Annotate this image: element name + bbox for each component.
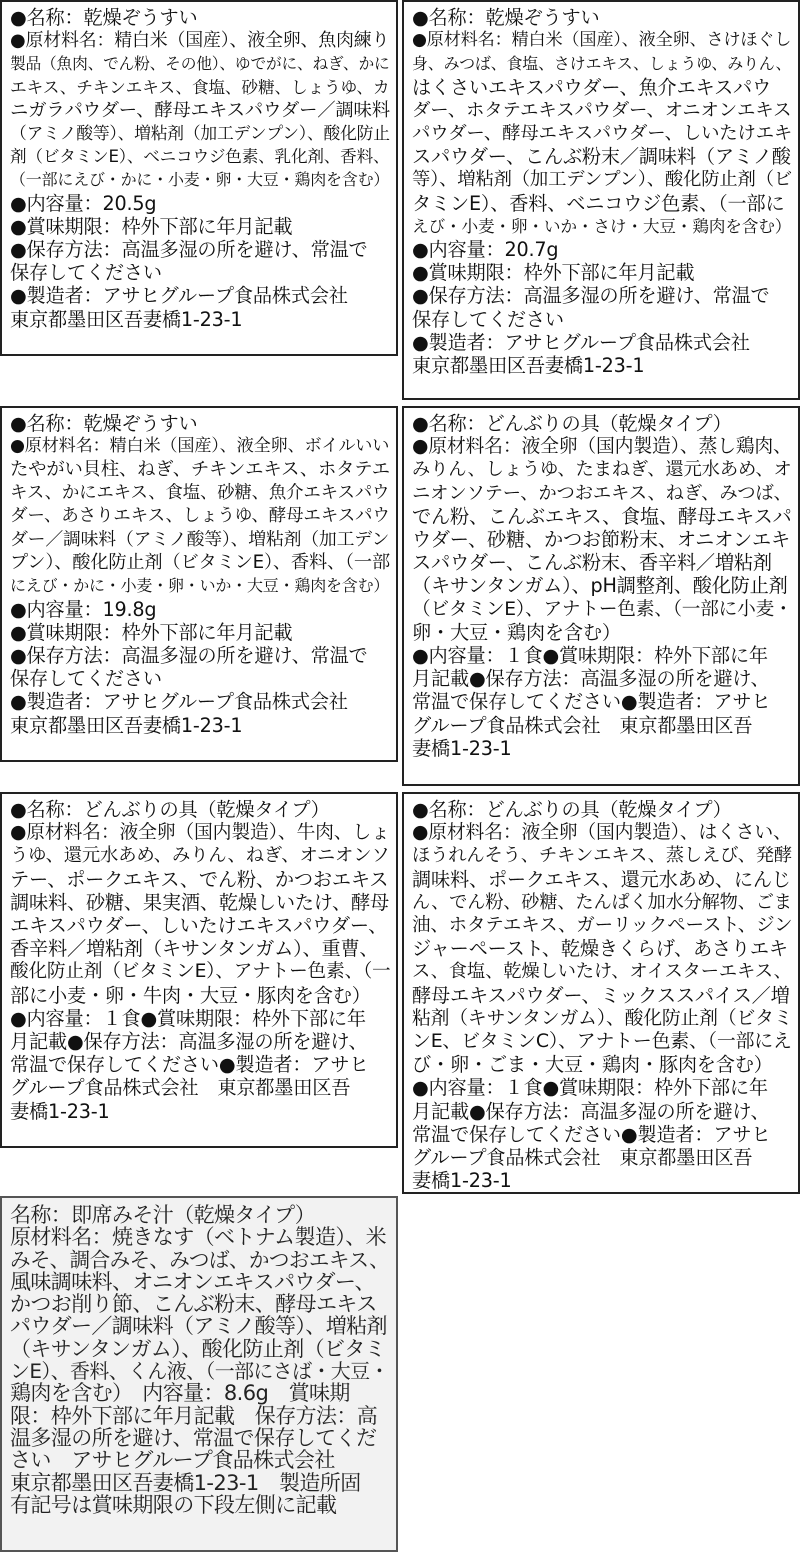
label-text-line: 調味料、ポークエキス、還元水あめ、にんじ xyxy=(412,867,791,891)
label-text-line: ウダー、砂糖、かつお節粉末、オニオンエキ xyxy=(412,528,791,552)
label-box-1 xyxy=(0,0,398,356)
label-text-line: 卵・大豆・鶏肉を含む） xyxy=(412,620,621,644)
label-text-line: 調味料、砂糖、果実酒、乾燥しいたけ、酵母 xyxy=(10,890,389,914)
label-text-line: ●保存方法：高温多湿の所を避け、常温で xyxy=(10,238,368,262)
label-text-line: ほうれんそう、チキンエキス、蒸しえび、発酵 xyxy=(412,845,792,867)
label-text-line: 東京都墨田区吾妻橋1-23-1 製造所固 xyxy=(10,1470,361,1495)
label-text-line: ニガラパウダー、酵母エキスパウダー／調味料 xyxy=(10,99,390,121)
label-text-line: スパウダー、こんぶ粉末／調味料（アミノ酸 xyxy=(412,145,791,169)
label-box-4 xyxy=(402,406,800,786)
label-text-line: 身、みつば、食塩、さけエキス、しょうゆ、みりん、 xyxy=(412,54,792,74)
label-text-line: テー、ポークエキス、でん粉、かつおエキス xyxy=(10,867,389,891)
label-text-line: えび・小麦・卵・いか・さけ・大豆・鶏肉を含む） xyxy=(412,215,792,236)
label-text-line: （ビタミンE）、アナトー色素、（一部に小麦・ xyxy=(412,598,793,620)
label-text-line: ●製造者：アサヒグループ食品株式会社 xyxy=(10,690,348,714)
label-text-line: ●原材料名：精白米（国産）、液全卵、ボイルいい xyxy=(10,436,390,457)
label-text-line: ジャーペースト、乾燥きくらげ、あさりエキ xyxy=(412,937,788,961)
label-text-line: ●原材料名：液全卵（国内製造）、牛肉、しょ xyxy=(10,822,390,844)
label-box-7 xyxy=(0,1196,398,1552)
label-text-line: ●原材料名：精白米（国産）、液全卵、魚肉練り xyxy=(10,30,390,52)
label-text-line: スパウダー、こんぶ粉末、香辛料／増粘剤 xyxy=(412,551,772,575)
label-text-line: 保存してください xyxy=(412,307,564,331)
label-text-line: ●賞味期限：枠外下部に年月記載 xyxy=(10,620,293,644)
label-box-6 xyxy=(402,792,800,1194)
label-text-line: 常温で保存してください●製造者：アサヒ xyxy=(412,1122,771,1146)
label-text-line: うゆ、還元水あめ、みりん、ねぎ、オニオンソ xyxy=(10,845,390,867)
label-text-line: ス、食塩、乾燥しいたけ、オイスターエキス、 xyxy=(412,961,792,983)
label-text-line: パウダー、酵母エキスパウダー、しいたけエキ xyxy=(412,123,793,145)
label-box-3 xyxy=(0,406,398,762)
label-text-line: ●原材料名：精白米（国産）、液全卵、さけほぐし xyxy=(412,30,792,51)
label-text-line: ●名称：乾燥ぞうすい xyxy=(10,412,198,435)
label-text-line: ●名称：どんぶりの具（乾燥タイプ） xyxy=(10,798,330,821)
label-text-line: 酸化防止剤（ビタミンE）、アナトー色素、（一 xyxy=(10,961,391,983)
label-text-line: グループ食品株式会社 東京都墨田区吾 xyxy=(10,1076,351,1100)
label-text-line: （一部にえび・かに・小麦・卵・大豆・鶏肉を含む） xyxy=(10,170,390,190)
label-text-line: にえび・かに・小麦・卵・いか・大豆・鶏肉を含む） xyxy=(10,576,390,596)
label-text-line: （キサンタンガム）、pH調整剤、酸化防止剤 xyxy=(412,574,788,598)
label-text-line: みそ、調合みそ、みつば、かつおエキス、 xyxy=(10,1247,390,1272)
label-text-line: ●製造者：アサヒグループ食品株式会社 xyxy=(412,330,750,354)
label-box-5 xyxy=(0,792,398,1148)
label-text-line: ●原材料名：液全卵（国内製造）、はくさい、 xyxy=(412,822,792,844)
label-text-line: ●名称：乾燥ぞうすい xyxy=(10,6,198,29)
label-text-line: タミンE）、香料、ベニコウジ色素、（一部に xyxy=(412,191,785,215)
label-text-line: ●内容量：１食●賞味期限：枠外下部に年 xyxy=(412,644,768,668)
label-text-line: 有記号は賞味期限の下段左側に記載 xyxy=(10,1492,337,1517)
label-text-line: ニオンソテー、かつおエキス、ねぎ、みつば、 xyxy=(412,482,792,504)
label-text-line: ●内容量：19.8g xyxy=(10,597,157,621)
label-text-line: ●賞味期限：枠外下部に年月記載 xyxy=(412,261,695,285)
label-text-line: ●内容量：１食●賞味期限：枠外下部に年 xyxy=(10,1006,366,1030)
label-text-line: ●原材料名：液全卵（国内製造）、蒸し鶏肉、 xyxy=(412,436,792,458)
label-text-line: 東京都墨田区吾妻橋1-23-1 xyxy=(10,713,243,737)
label-text-line: ●保存方法：高温多湿の所を避け、常温で xyxy=(412,284,770,308)
label-text-line: みりん、しょうゆ、たまねぎ、還元水あめ、オ xyxy=(412,459,792,481)
label-text-line: グループ食品株式会社 東京都墨田区吾 xyxy=(412,1146,753,1170)
label-text-line: 風味調味料、オニオンエキスパウダー、 xyxy=(10,1269,375,1294)
label-text-line: 月記載●保存方法：高温多湿の所を避け、 xyxy=(412,667,770,691)
label-text-line: プン）、酸化防止剤（ビタミンE）、香料、（一部 xyxy=(10,552,390,574)
label-text-line: ●賞味期限：枠外下部に年月記載 xyxy=(10,214,293,238)
label-text-line: 東京都墨田区吾妻橋1-23-1 xyxy=(412,354,645,378)
label-text-line: かつお削り節、こんぶ粉末、酵母エキス xyxy=(10,1292,377,1317)
label-text-line: 保存してください xyxy=(10,667,162,691)
label-text-line: 鶏肉を含む） 内容量：8.6g 賞味期 xyxy=(10,1381,350,1406)
label-text-line: でん粉、こんぶエキス、食塩、酵母エキスパ xyxy=(412,504,792,528)
label-text-line: キス、かにエキス、食塩、砂糖、魚介エキスパウ xyxy=(10,482,390,503)
label-text-line: ●内容量：20.7g xyxy=(412,238,559,262)
label-text-line: 油、ホタテエキス、ガーリックペースト、ジン xyxy=(412,915,793,937)
label-text-line: ●製造者：アサヒグループ食品株式会社 xyxy=(10,284,348,308)
label-text-line: 月記載●保存方法：高温多湿の所を避け、 xyxy=(10,1030,368,1054)
label-text-line: び・卵・ごま・大豆・鶏肉・豚肉を含む） xyxy=(412,1053,773,1077)
label-text-line: 酵母エキスパウダー、ミックススパイス／増 xyxy=(412,983,790,1007)
label-text-line: 原材料名：焼きなす（ベトナム製造）、米 xyxy=(10,1225,387,1250)
label-text-line: パウダー／調味料（アミノ酸等）、増粘剤 xyxy=(10,1314,387,1339)
label-text-line: 月記載●保存方法：高温多湿の所を避け、 xyxy=(412,1099,770,1123)
label-text-line: 粘剤（キサンタンガム）、酸化防止剤（ビタミ xyxy=(412,1007,793,1029)
label-text-line: ンE）、香料、くん液、（一部にさば・大豆・ xyxy=(10,1359,389,1384)
label-text-line: 限：枠外下部に年月記載 保存方法：高 xyxy=(10,1403,378,1428)
label-text-line: 製品（魚肉、でん粉、その他）、ゆでがに、ねぎ、かに xyxy=(10,54,390,74)
label-text-line: たやがい貝柱、ねぎ、チキンエキス、ホタテエ xyxy=(10,459,390,481)
label-text-line: （アミノ酸等）、増粘剤（加工デンプン）、酸化防止 xyxy=(10,123,390,144)
label-text-line: （キサンタンガム）、酸化防止剤（ビタミ xyxy=(10,1336,386,1361)
label-text-line: ●保存方法：高温多湿の所を避け、常温で xyxy=(10,644,368,668)
label-text-line: ●名称：どんぶりの具（乾燥タイプ） xyxy=(412,412,732,435)
label-text-line: 妻橋1-23-1 xyxy=(412,736,512,760)
label-text-line: 等）、増粘剤（加工デンプン）、酸化防止剤（ビ xyxy=(412,169,793,191)
label-text-line: ●名称：乾燥ぞうすい xyxy=(412,6,600,29)
label-text-line: ん、でん粉、砂糖、たんぱく加水分解物、ごま xyxy=(412,891,792,913)
label-text-line: 保存してください xyxy=(10,261,162,285)
label-text-line: 名称：即席みそ汁（乾燥タイプ） xyxy=(10,1203,316,1227)
label-text-line: 常温で保存してください●製造者：アサヒ xyxy=(412,690,771,714)
label-text-line: 部に小麦・卵・牛肉・大豆・豚肉を含む） xyxy=(10,983,371,1007)
label-text-line: 常温で保存してください●製造者：アサヒ xyxy=(10,1053,369,1077)
label-text-line: グループ食品株式会社 東京都墨田区吾 xyxy=(412,713,753,737)
label-text-line: 妻橋1-23-1 xyxy=(10,1099,110,1123)
label-text-line: さい アサヒグループ食品株式会社 xyxy=(10,1448,335,1473)
label-text-line: ダー、ホタテエキスパウダー、オニオンエキス xyxy=(412,99,792,121)
label-text-line: エキス、チキンエキス、食塩、砂糖、しょうゆ、カ xyxy=(10,76,390,97)
label-text-line: ンE、ビタミンC）、アナトー色素、（一部にえ xyxy=(412,1030,792,1053)
label-text-line: 妻橋1-23-1 xyxy=(412,1169,512,1193)
label-text-line: 東京都墨田区吾妻橋1-23-1 xyxy=(10,307,243,331)
label-text-line: 剤（ビタミンE）、ベニコウジ色素、乳化剤、香料、 xyxy=(10,147,390,167)
label-text-line: ダー、あさりエキス、しょうゆ、酵母エキスパウ xyxy=(10,505,390,526)
label-text-line: ●内容量：20.5g xyxy=(10,191,157,215)
label-text-line: ●名称：どんぶりの具（乾燥タイプ） xyxy=(412,798,732,821)
label-text-line: 香辛料／増粘剤（キサンタンガム）、重曹、 xyxy=(10,937,379,961)
label-text-line: はくさいエキスパウダー、魚介エキスパウ xyxy=(412,75,772,99)
label-text-line: ダー／調味料（アミノ酸等）、増粘剤（加工デン xyxy=(10,529,390,551)
label-text-line: エキスパウダー、しいたけエキスパウダー、 xyxy=(10,914,388,938)
label-box-2 xyxy=(402,0,800,400)
label-text-line: ●内容量：１食●賞味期限：枠外下部に年 xyxy=(412,1076,768,1100)
label-text-line: 温多湿の所を避け、常温で保存してくだ xyxy=(10,1425,377,1450)
